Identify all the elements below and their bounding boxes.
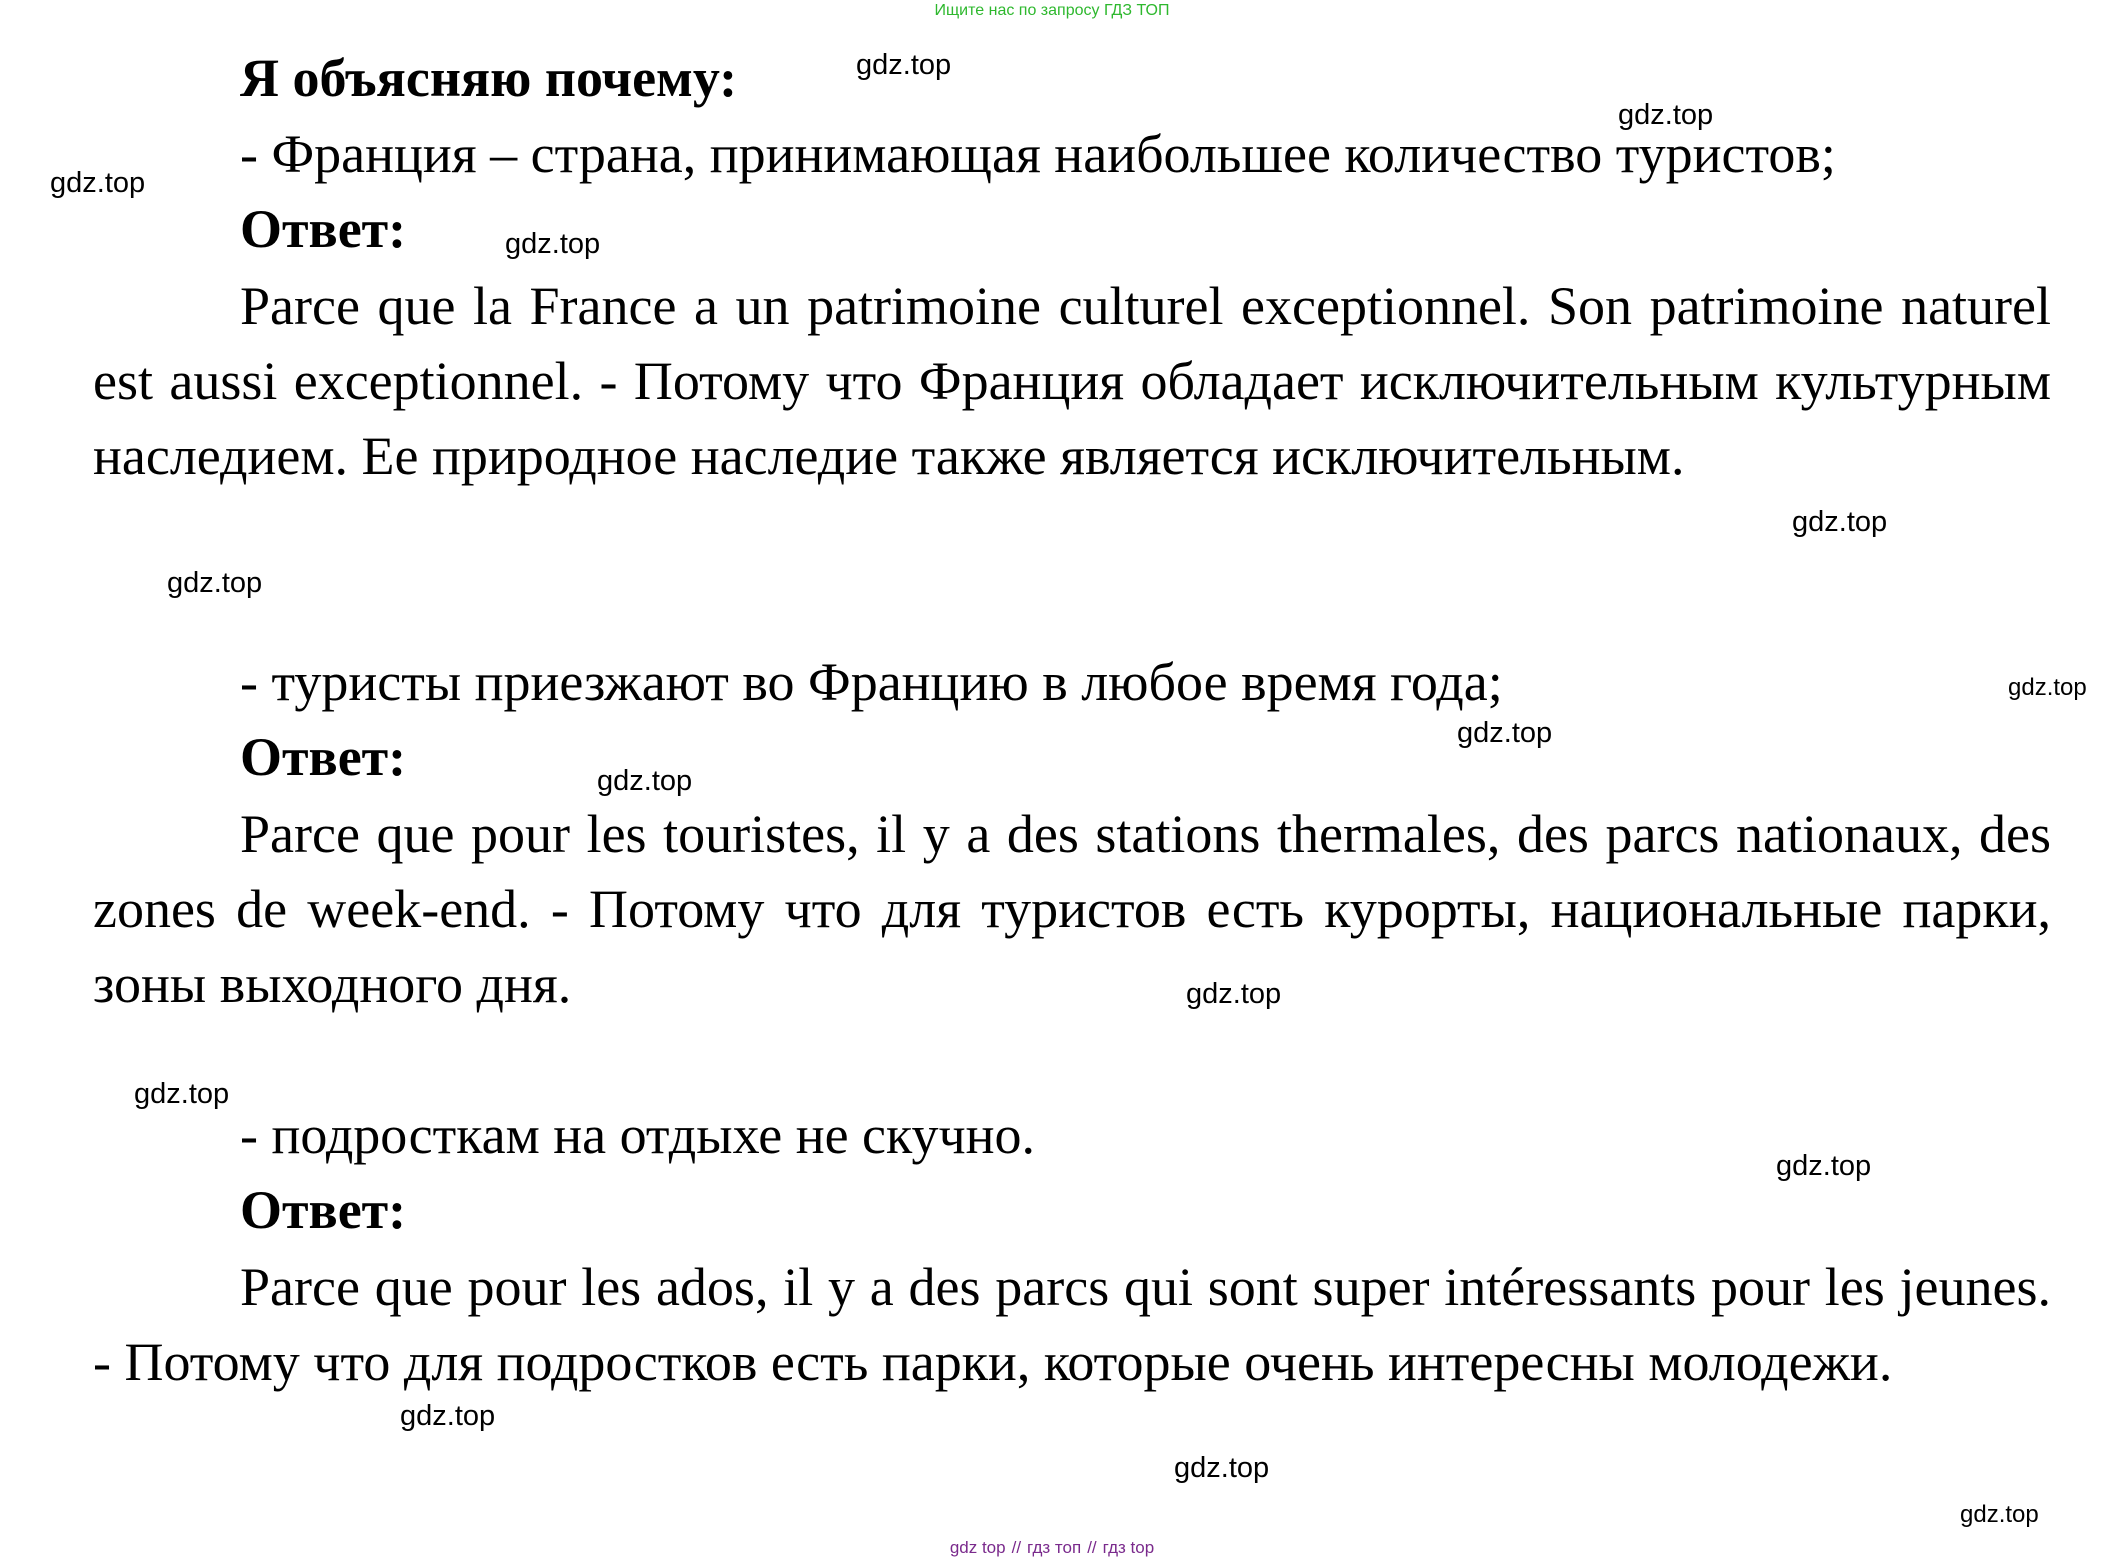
- watermark: gdz.top: [50, 167, 146, 199]
- footer-link-3[interactable]: гдз top: [1102, 1538, 1155, 1557]
- answer-text-3-content: Parce que pour les ados, il y a des parcs qui sont super intéressants pour les jeunes. - Потому что для подростков есть парки, которые очень интересны молодежи.: [93, 1257, 2051, 1392]
- watermark: gdz.top: [1792, 506, 1888, 538]
- top-search-banner[interactable]: Ищите нас по запросу ГДЗ ТОП: [934, 2, 1170, 19]
- watermark: gdz.top: [1776, 1150, 1872, 1182]
- watermark: gdz.top: [167, 567, 263, 599]
- watermark: gdz.top: [597, 765, 693, 797]
- answer-label-2: Ответ:: [240, 727, 407, 787]
- footer-link-1[interactable]: gdz top: [949, 1538, 1006, 1557]
- watermark: gdz.top: [1618, 99, 1714, 131]
- footer-link-2[interactable]: гдз топ: [1027, 1538, 1082, 1557]
- answer-label-3: Ответ:: [240, 1180, 407, 1240]
- answer-label-1: Ответ:: [240, 199, 407, 259]
- answer-text-1: [93, 269, 2051, 494]
- watermark: gdz.top: [1960, 1501, 2039, 1528]
- footer-separator: //: [1087, 1538, 1097, 1557]
- watermark: gdz.top: [400, 1400, 496, 1432]
- watermark: gdz.top: [2008, 674, 2087, 701]
- watermark: gdz.top: [1457, 717, 1553, 749]
- answer-text-2: [93, 797, 2051, 1022]
- footer-separator: //: [1011, 1538, 1022, 1557]
- watermark: gdz.top: [856, 49, 952, 81]
- answer-text-1-content: Parce que la France a un patrimoine culturel exceptionnel. Son patrimoine naturel est aussi exceptionnel. - Потому что Франция обладает исключительным культурным наследием. Ее природное наследие также является исключительным.: [93, 276, 2051, 486]
- answer-text-3: [93, 1250, 2051, 1400]
- watermark: gdz.top: [1174, 1452, 1270, 1484]
- answer-text-2-content: Parce que pour les touristes, il y a des stations thermales, des parcs nationaux, des zones de week-end. - Потому что для туристов есть курорты, национальные парки, зоны выходного дня.: [93, 804, 2051, 1014]
- question-1: - Франция – страна, принимающая наибольшее количество туристов;: [240, 124, 1836, 184]
- watermark: gdz.top: [134, 1078, 230, 1110]
- page-heading: Я объясняю почему:: [240, 48, 738, 108]
- question-3: - подросткам на отдыхе не скучно.: [240, 1105, 1036, 1165]
- watermark: gdz.top: [505, 228, 601, 260]
- footer-links: [0, 1538, 2104, 1558]
- question-2: - туристы приезжают во Францию в любое время года;: [240, 652, 1503, 712]
- watermark: gdz.top: [1186, 978, 1282, 1010]
